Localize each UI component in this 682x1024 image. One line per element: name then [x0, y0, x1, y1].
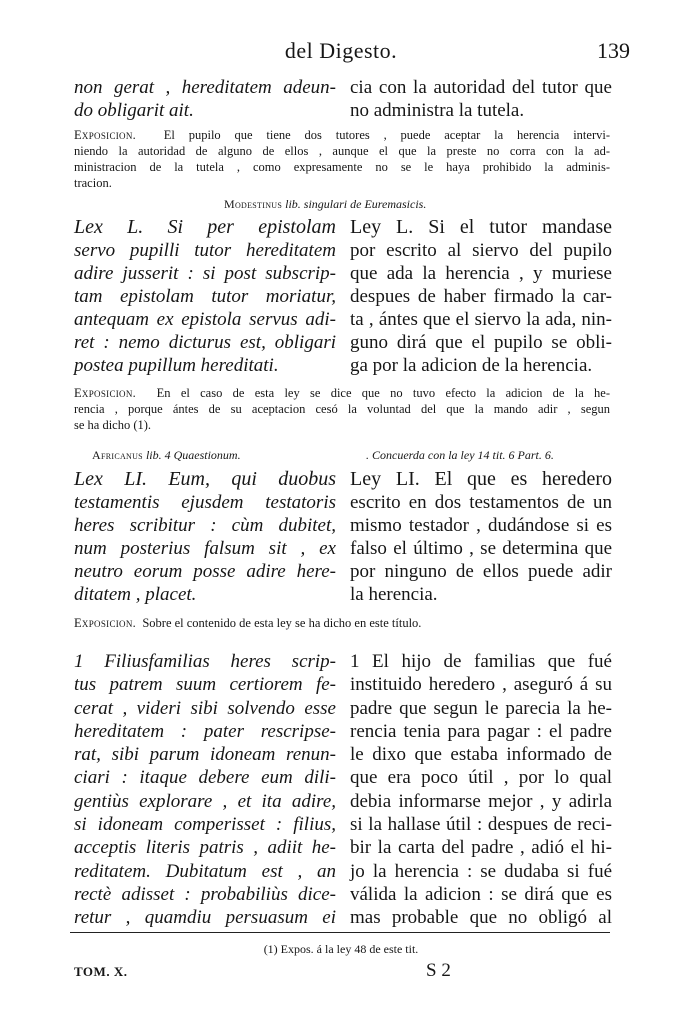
spanish-line: cia con la autoridad del tutor que — [350, 77, 612, 98]
exposicion-text: ministracion de la tutela , como expresamente no se le haya prohibido la adminis- — [74, 160, 610, 174]
latin-line: acceptis literis patris , adiit he- — [74, 837, 336, 859]
latin-line: servo pupilli tutor hereditatem — [74, 240, 336, 261]
top-spanish-block — [350, 76, 612, 122]
spanish-line: que ada la herencia , y muriese — [350, 263, 612, 284]
spanish-line: despues de haber firmado la car- — [350, 286, 612, 307]
latin-line: heres scribitur : cùm dubitet, — [74, 515, 336, 536]
latin-line: ret : nemo dicturus est, obligari — [74, 332, 336, 353]
latin-line: si idoneam comperisset : filius, — [74, 814, 336, 836]
ley-51-spanish — [350, 468, 612, 606]
exposicion-3 — [74, 615, 610, 631]
latin-line: cerat , videri sibi solvendo esse — [74, 697, 336, 719]
running-header: del Digesto. — [284, 38, 398, 63]
exposicion-text: El pupilo que tiene dos tutores , puede aceptar la herencia intervi- — [163, 128, 610, 142]
latin-line: ciari : itaque debere eum dili- — [74, 767, 336, 789]
source-work: lib. 4 Quaestionum. — [145, 448, 241, 462]
exposicion-label: Exposicion. — [74, 128, 137, 142]
spanish-line: rencia tenia para pagar : el padre — [350, 720, 612, 742]
lex-50-latin — [74, 216, 336, 377]
spanish-line: que era poco útil , por lo qual — [350, 767, 612, 789]
spanish-line: jo la herencia : se dudaba si fué — [350, 860, 612, 882]
exposicion-2 — [74, 385, 610, 433]
lex-51-latin — [74, 468, 336, 606]
exposicion-text: Sobre el contenido de esta ley se ha dicho en este título. — [142, 616, 422, 630]
latin-line: hereditatem : pater rescripse- — [74, 720, 336, 742]
latin-line: ditatem , placet. — [74, 584, 197, 605]
exposicion-label: Exposicion. — [74, 386, 137, 400]
latin-line: gentiùs explorare , et ita adire, — [74, 790, 336, 812]
attribution-modestinus — [224, 197, 426, 212]
spanish-line: por escrito al siervo del pupilo — [350, 240, 612, 261]
exposicion-label: Exposicion. — [74, 616, 137, 630]
spanish-line: por ninguno de ellos puede adir — [350, 561, 612, 582]
spanish-line: ta , ántes que el siervo la ada, nin- — [350, 309, 612, 330]
exposicion-text: tracion. — [74, 176, 112, 190]
section-1-latin — [74, 650, 336, 930]
page-number: 139 — [597, 38, 630, 63]
top-latin-block — [74, 76, 336, 122]
exposicion-text: rencia , porque ántes de su aceptacion cesó la voluntad del que la mando adir , segun — [74, 402, 610, 416]
spanish-line: no administra la tutela. — [350, 100, 525, 121]
concordance-note: . Concuerda con la ley 14 tit. 6 Part. 6. — [366, 448, 554, 462]
latin-line: antequam ex epistola servus adi- — [74, 309, 336, 330]
latin-line: num posterius falsum sit , ex — [74, 538, 336, 559]
footnote: (1) Expos. á la ley 48 de este tit. — [263, 942, 419, 956]
latin-line: non gerat , hereditatem adeun- — [74, 77, 336, 98]
latin-line: do obligarit ait. — [74, 100, 194, 121]
attribution-africanus — [92, 448, 241, 463]
spanish-line: ga por la adicion de la herencia. — [350, 355, 593, 376]
spanish-line: padre que segun le parecia la he- — [350, 697, 612, 719]
latin-line: rat, sibi parum idoneam renun- — [74, 744, 336, 766]
latin-line: reditatem. Dubitatum est , an — [74, 860, 336, 882]
latin-line: tus patrem suum certiorem fe- — [74, 674, 336, 696]
jurist-name: Africanus — [92, 448, 143, 462]
ley-50-spanish — [350, 216, 612, 377]
latin-line: testamentis ejusdem testatoris — [74, 492, 336, 513]
exposicion-text: En el caso de esta ley se dice que no tuvo efecto la adicion de la he- — [156, 386, 610, 400]
spanish-line: válida la adicion : se dirá que es — [350, 883, 612, 905]
latin-line: neutro eorum posse adire here- — [74, 561, 336, 582]
latin-line: postea pupillum hereditati. — [74, 355, 279, 376]
spanish-line: bir la carta del padre , adió el hi- — [350, 837, 612, 859]
latin-line: tam epistolam tutor moriatur, — [74, 286, 336, 307]
signature-mark: S 2 — [426, 960, 451, 981]
latin-line: retur , quamdiu persuasum ei — [74, 907, 336, 929]
spanish-line: Ley L. Si el tutor mandase — [350, 216, 612, 238]
spanish-line: instituido heredero , aseguró á su — [350, 674, 612, 696]
spanish-line: Ley LI. El que es heredero — [350, 468, 612, 490]
latin-line: Lex LI. Eum, qui duobus — [74, 468, 336, 490]
volume-mark: TOM. X. — [74, 964, 128, 979]
jurist-name: Modestinus — [224, 197, 283, 211]
footnote-rule — [70, 932, 610, 933]
latin-line: adire jusserit : si post subscrip- — [74, 263, 336, 284]
spanish-line: le dixo que estaba informado de — [350, 744, 612, 766]
latin-line: Lex L. Si per epistolam — [74, 216, 336, 238]
exposicion-text: se ha dicho (1). — [74, 418, 152, 432]
spanish-line: mas probable que no obligó al — [350, 907, 612, 929]
latin-line: 1 Filiusfamilias heres scrip- — [74, 651, 336, 672]
exposicion-1 — [74, 127, 610, 191]
spanish-line: falso el último , se determina que — [350, 538, 612, 559]
exposicion-text: niendo la autoridad de alguno de ellos , aunque el que la preste no corra con la ad- — [74, 144, 610, 158]
source-work: lib. singulari de Euremasicis. — [285, 197, 427, 211]
spanish-line: si la hallase útil : despues de reci- — [350, 814, 612, 836]
spanish-line: la herencia. — [350, 584, 438, 605]
spanish-line: escrito en dos testamentos de un — [350, 492, 612, 513]
spanish-line: 1 El hijo de familias que fué — [350, 651, 612, 672]
spanish-line: mismo testador , dudándose si es — [350, 515, 612, 536]
latin-line: rectè adisset : probabiliùs dice- — [74, 883, 336, 905]
section-1-spanish — [350, 650, 612, 930]
spanish-line: debia informarse mejor , y adirla — [350, 790, 612, 812]
spanish-line: guno dirá que el pupilo se obli- — [350, 332, 612, 353]
